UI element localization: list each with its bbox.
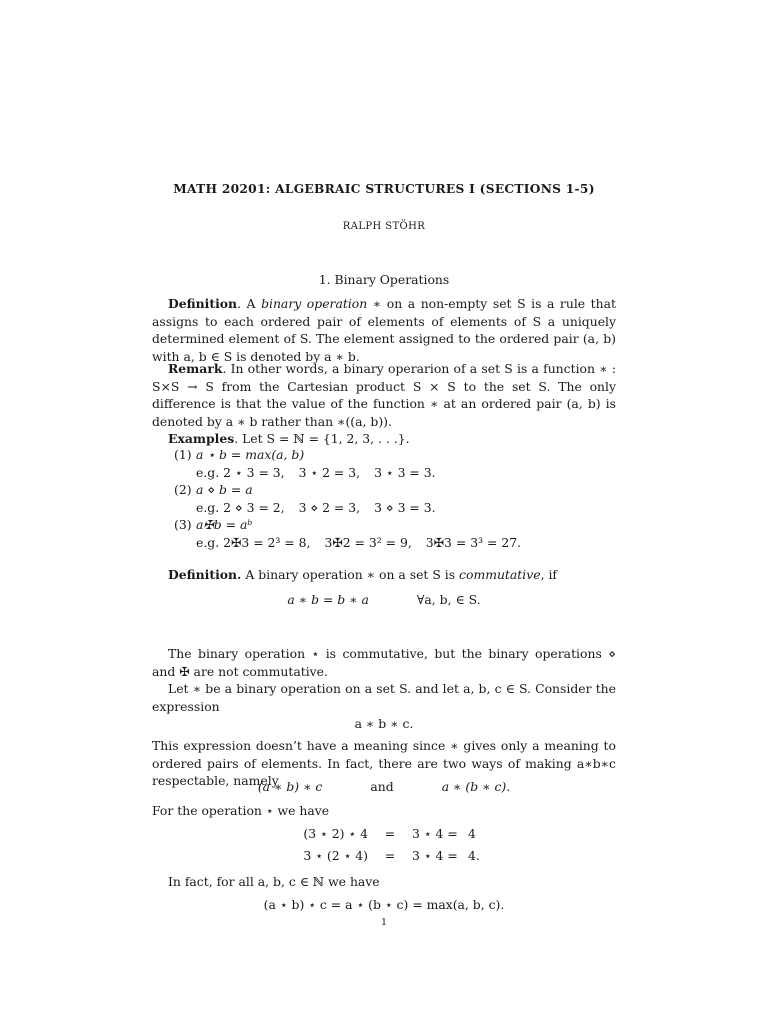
defined-term: binary operation ∗ <box>261 296 382 311</box>
section-heading: 1. Binary Operations <box>318 272 450 287</box>
equation-row: 3 ⋆ (2 ⋆ 4) = 3 ⋆ 4 = 4. <box>303 848 480 863</box>
list-item-example: e.g. 2 ⋆ 3 = 3, 3 ⋆ 2 = 3, 3 ⋆ 3 = 3. <box>196 464 436 480</box>
document-author: RALPH STÖHR <box>342 221 426 232</box>
body-text <box>152 873 616 891</box>
body-text <box>152 645 616 715</box>
paragraph: In fact, for all a, b, c ∈ ℕ we have <box>168 874 380 889</box>
list-item-example: e.g. 2✠3 = 2³ = 8, 3✠2 = 3² = 9, 3✠3 = 3³ = 27. <box>196 534 522 550</box>
max-formula: (a ⋆ b) ⋆ c = a ⋆ (b ⋆ c) = max(a, b, c). <box>263 897 505 912</box>
paragraph: This expression doesn’t have a meaning since ∗ gives only a meaning to ordered pairs of elements. In fact, there are two ways of making a∗b∗c respectable, namely <box>152 738 616 789</box>
examples-intro: Examples. Let S = ℕ = {1, 2, 3, . . .}. <box>168 431 410 447</box>
equation-array <box>300 825 508 869</box>
list-item-example: e.g. 2 ⋄ 3 = 2, 3 ⋄ 2 = 3, 3 ⋄ 3 = 3. <box>196 499 436 515</box>
definition-label: Definition. <box>168 567 242 582</box>
commutative-formula: a ∗ b = b ∗ a ∀a, b, ∈ S. <box>287 592 481 607</box>
document-title: MATH 20201: ALGEBRAIC STRUCTURES I (SECTIONS 1-5) <box>173 182 595 196</box>
list-item: (3) a✠b = aᵇ <box>174 517 253 533</box>
remark-label: Remark <box>168 361 223 376</box>
list-item: (2) a ⋄ b = a <box>174 482 253 498</box>
definition-label: Definition <box>168 296 238 311</box>
definition-binary-operation: Definition. A binary operation ∗ on a non-empty set S is a rule that assigns to each ordered pair of elements of elements of S a uniquely determined element of S. The element assigned to the ordered pair (a, b) with a, b ∈ S is denoted by a ∗ b. <box>152 296 616 364</box>
defined-term: commutative <box>459 567 541 582</box>
examples-list <box>174 446 594 552</box>
body-text <box>152 802 616 820</box>
equation-row: (3 ⋆ 2) ⋆ 4 = 3 ⋆ 4 = 4 <box>303 826 476 841</box>
page-number: 1 <box>380 917 388 928</box>
bracketing-formula: (a ∗ b) ∗ c and a ∗ (b ∗ c). <box>257 779 511 794</box>
examples-label: Examples <box>168 431 235 447</box>
paragraph: The binary operation ⋆ is commutative, but the binary operations ⋄ and ✠ are not commutative. <box>152 646 616 679</box>
remark-paragraph: Remark. In other words, a binary operarion of a set S is a function ∗ : S×S → S from the Cartesian product S × S to the set S. The only difference is that the value of the function ∗ at an ordered pair (a, b) is denoted by a ∗ b rather than ∗((a, b)). Examples. Let S = ℕ = {1, 2, 3, . . .}. <box>152 361 616 447</box>
definition-commutative: Definition. A binary operation ∗ on a set S is commutative, if <box>168 567 558 582</box>
expression-formula: a ∗ b ∗ c. <box>354 716 414 731</box>
list-item: (1) a ⋆ b = max(a, b) <box>174 447 305 462</box>
paragraph: Let ∗ be a binary operation on a set S. and let a, b, c ∈ S. Consider the expression <box>152 681 616 714</box>
paragraph: For the operation ⋆ we have <box>152 803 330 818</box>
